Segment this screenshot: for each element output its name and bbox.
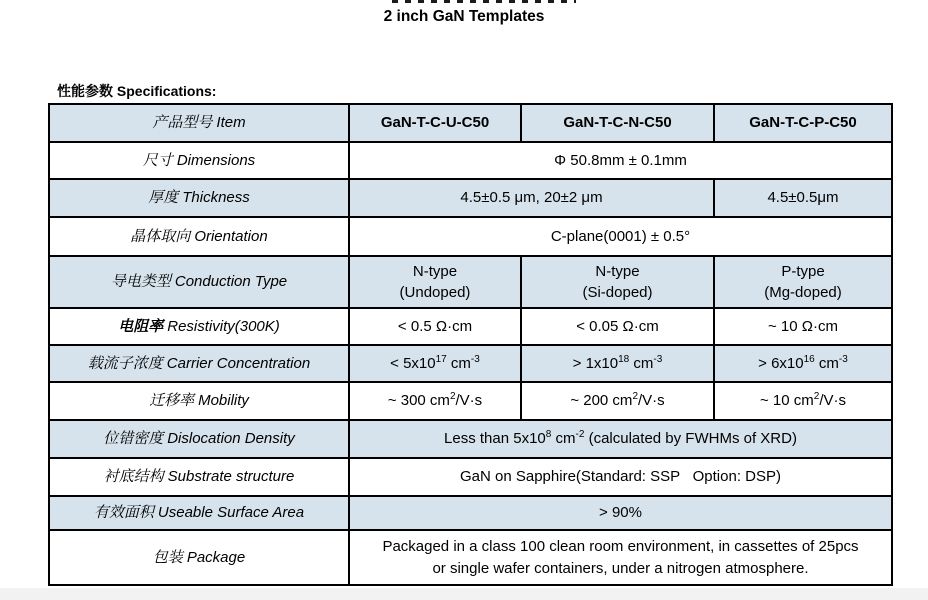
table-row-useable-surface-area (49, 496, 892, 530)
mobility-value-2: ~ 200 $cm^2/V\cdot s$ (521, 382, 714, 420)
specifications-heading: 性能参数 Specifications: (57, 83, 217, 99)
package-value: Packaged in a class 100 clean room environment, in cassettes of 25pcs or single wafer containers, under a nitrogen atmosphere. (349, 530, 892, 585)
thickness-value-2: 4.5±0.5μm (714, 179, 892, 217)
carrier-concentration-value-1: < $5x10^{17}$ $cm^{-3}$ (349, 345, 521, 382)
column-header-1: GaN-T-C-U-C50 (349, 104, 521, 142)
page-title: 2 inch GaN Templates (383, 8, 545, 25)
table-row-dimensions (49, 142, 892, 179)
page-bottom-strip (0, 588, 928, 600)
resistivity-label: 电阻率 Resistivity(300K) (49, 308, 349, 345)
item-label-zh: 产品型号 (152, 114, 213, 132)
table-row-carrier-concentration (49, 345, 892, 382)
clipped-text-fragment (392, 0, 576, 3)
table-row-substrate-structure (49, 458, 892, 496)
orientation-label: 晶体取向 Orientation (49, 217, 349, 256)
mobility-value-1: ~ 300 $cm^2/V\cdot s$ (349, 382, 521, 420)
table-row-package (49, 530, 892, 585)
table-row-conduction-type (49, 256, 892, 308)
conduction-type-label: 导电类型 Conduction Type (49, 256, 349, 308)
conduction-type-value-3: P-type (Mg-doped) (714, 256, 892, 308)
mobility-label: 迁移率 Mobility (49, 382, 349, 420)
table-row-resistivity (49, 308, 892, 345)
thickness-value-1: 4.5±0.5 μm, 20±2 μm (349, 179, 714, 217)
conduction-type-value-1: N-type (Undoped) (349, 256, 521, 308)
table-row-thickness (49, 179, 892, 217)
dimensions-value: Φ 50.8mm ± 0.1mm (349, 142, 892, 179)
resistivity-value-1: < 0.5 Ω·cm (349, 308, 521, 345)
table-row-mobility (49, 382, 892, 420)
column-header-2: GaN-T-C-N-C50 (521, 104, 714, 142)
item-label (49, 104, 349, 142)
table-row-orientation (49, 217, 892, 256)
substrate-structure-label: 衬底结构 Substrate structure (49, 458, 349, 496)
dimensions-label: 尺寸 Dimensions (49, 142, 349, 179)
useable-surface-area-value: > 90% (349, 496, 892, 530)
mobility-value-3: ~ 10 $cm^2/V\cdot s$ (714, 382, 892, 420)
orientation-value: C-plane(0001) ± 0.5° (349, 217, 892, 256)
resistivity-value-2: < 0.05 Ω·cm (521, 308, 714, 345)
table-row-dislocation-density (49, 420, 892, 458)
table-row-item (49, 104, 892, 142)
carrier-concentration-value-3: > $6x10^{16}$ $cm^{-3}$ (714, 345, 892, 382)
dislocation-density-label: 位错密度 Dislocation Density (49, 420, 349, 458)
package-label: 包装 Package (49, 530, 349, 585)
column-header-3: GaN-T-C-P-C50 (714, 104, 892, 142)
thickness-label: 厚度 Thickness (49, 179, 349, 217)
carrier-concentration-label: 载流子浓度 Carrier Concentration (49, 345, 349, 382)
carrier-concentration-value-2: > $1x10^{18}$ $cm^{-3}$ (521, 345, 714, 382)
resistivity-value-3: ~ 10 Ω·cm (714, 308, 892, 345)
conduction-type-value-2: N-type (Si-doped) (521, 256, 714, 308)
dislocation-density-value: Less than $5x10^8$ $cm^{-2}$ (calculated by FWHMs of XRD) (349, 420, 892, 458)
substrate-structure-value: GaN on Sapphire(Standard: SSP Option: DSP) (349, 458, 892, 496)
specifications-table (48, 103, 893, 586)
item-label-en: Item (216, 114, 246, 132)
useable-surface-area-label: 有效面积 Useable Surface Area (49, 496, 349, 530)
